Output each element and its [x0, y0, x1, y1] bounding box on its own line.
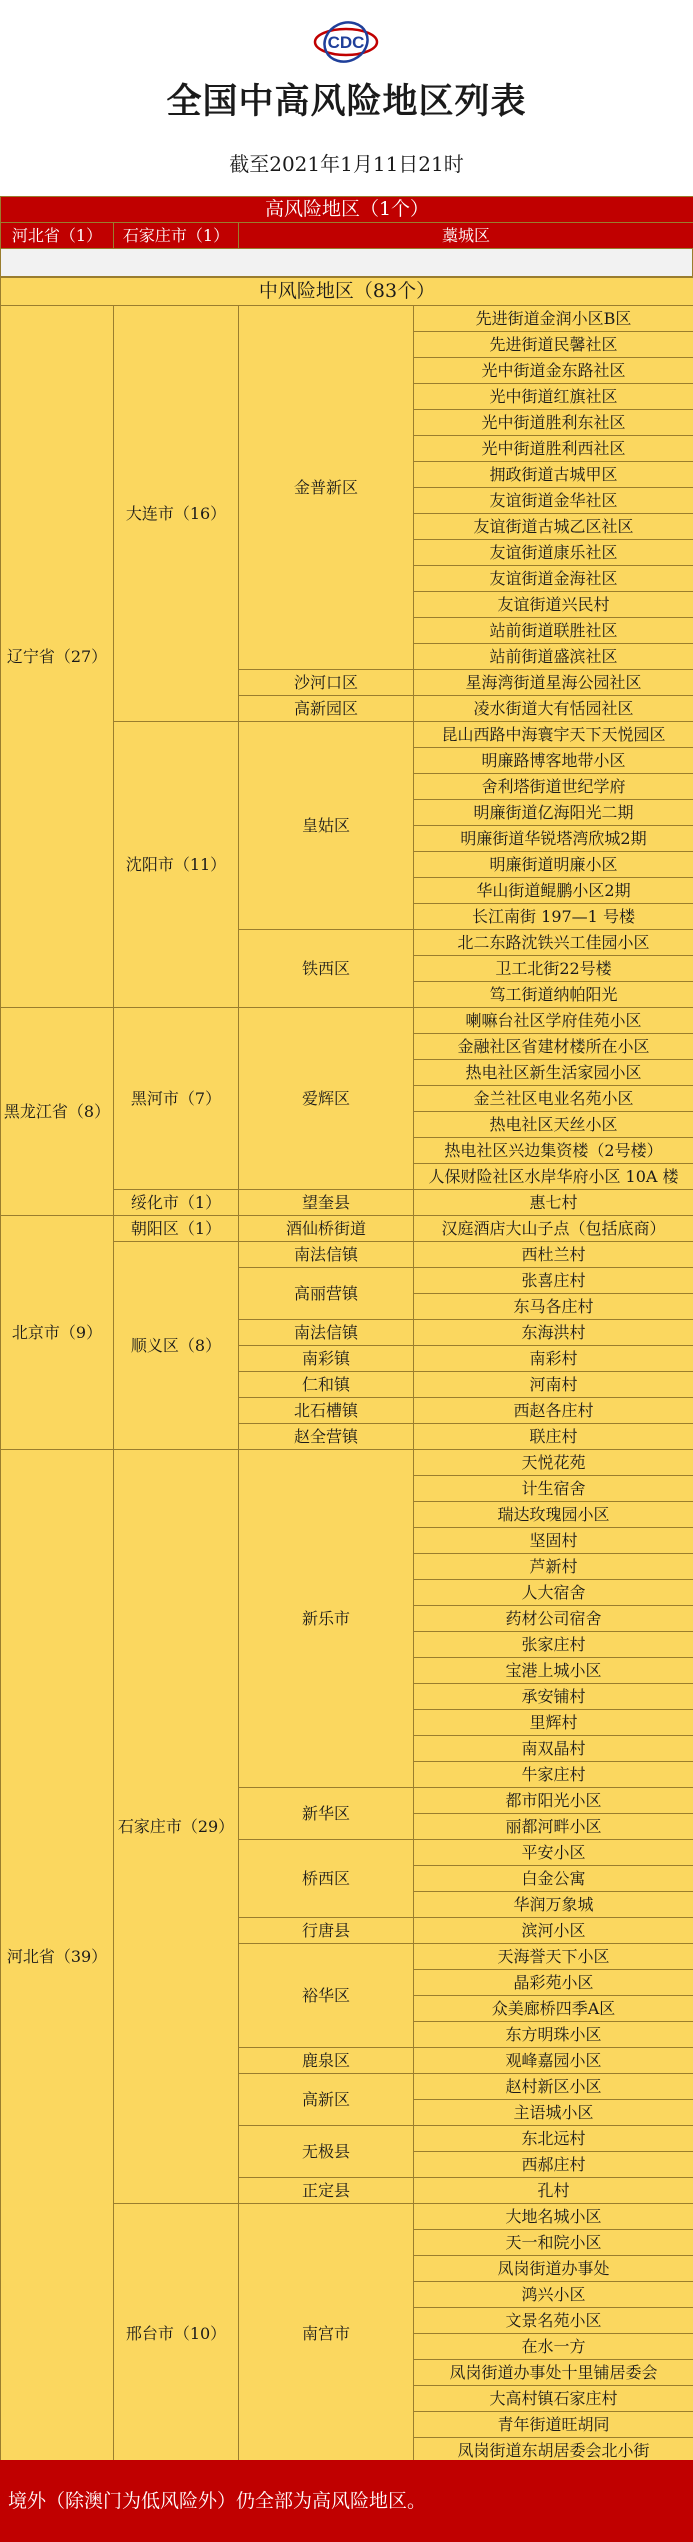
province-cell: 北京市（9）	[1, 1216, 114, 1450]
area-cell: 舍利塔街道世纪学府	[414, 774, 693, 800]
area-cell: 坚固村	[414, 1528, 693, 1554]
city-cell: 沈阳市（11）	[114, 722, 239, 1008]
area-cell: 河南村	[414, 1372, 693, 1398]
district-cell: 高新园区	[239, 696, 414, 722]
district-cell: 南法信镇	[239, 1320, 414, 1346]
table-row	[1, 1450, 693, 1476]
medium-risk-heading: 中风险地区（83个）	[1, 278, 693, 306]
area-cell: 光中街道红旗社区	[414, 384, 693, 410]
area-cell: 计生宿舍	[414, 1476, 693, 1502]
district-cell: 爱辉区	[239, 1008, 414, 1190]
area-cell: 先进街道金润小区B区	[414, 306, 693, 332]
area-cell: 笃工街道纳帕阳光	[414, 982, 693, 1008]
area-cell: 凤岗街道东胡居委会北小街	[414, 2438, 693, 2464]
area-cell: 明廉街道明廉小区	[414, 852, 693, 878]
area-cell: 金兰社区电业名苑小区	[414, 1086, 693, 1112]
area-cell: 友谊街道金海社区	[414, 566, 693, 592]
area-cell: 天悦花苑	[414, 1450, 693, 1476]
area-cell: 友谊街道金华社区	[414, 488, 693, 514]
district-cell: 赵全营镇	[239, 1424, 414, 1450]
area-cell: 西郝庄村	[414, 2152, 693, 2178]
area-cell: 药材公司宿舍	[414, 1606, 693, 1632]
area-cell: 孔村	[414, 2178, 693, 2204]
district-cell: 正定县	[239, 2178, 414, 2204]
area-cell: 热电社区天丝小区	[414, 1112, 693, 1138]
area-cell: 牛家庄村	[414, 1762, 693, 1788]
medium-risk-table	[0, 277, 693, 2464]
province-cell: 辽宁省（27）	[1, 306, 114, 1008]
area-cell: 明廉街道亿海阳光二期	[414, 800, 693, 826]
area-cell: 众美廊桥四季A区	[414, 1996, 693, 2022]
province-cell: 黑龙江省（8）	[1, 1008, 114, 1216]
area-cell: 大高村镇石家庄村	[414, 2386, 693, 2412]
area-cell: 赵村新区小区	[414, 2074, 693, 2100]
area-cell: 承安铺村	[414, 1684, 693, 1710]
area-cell: 芦新村	[414, 1554, 693, 1580]
area-cell: 北二东路沈铁兴工佳园小区	[414, 930, 693, 956]
city-cell: 朝阳区（1）	[114, 1216, 239, 1242]
area-cell: 西赵各庄村	[414, 1398, 693, 1424]
area-cell: 丽都河畔小区	[414, 1814, 693, 1840]
area-cell: 张家庄村	[414, 1632, 693, 1658]
district-cell: 铁西区	[239, 930, 414, 1008]
area-cell: 观峰嘉园小区	[414, 2048, 693, 2074]
city-cell: 绥化市（1）	[114, 1190, 239, 1216]
district-cell: 新乐市	[239, 1450, 414, 1788]
high-district: 藁城区	[239, 223, 693, 249]
province-cell: 河北省（39）	[1, 1450, 114, 2464]
area-cell: 长江南街 197—1 号楼	[414, 904, 693, 930]
area-cell: 里辉村	[414, 1710, 693, 1736]
high-risk-heading: 高风险地区（1个）	[1, 197, 693, 223]
area-cell: 金融社区省建材楼所在小区	[414, 1034, 693, 1060]
district-cell: 高丽营镇	[239, 1268, 414, 1320]
area-cell: 青年街道旺胡同	[414, 2412, 693, 2438]
area-cell: 人大宿舍	[414, 1580, 693, 1606]
area-cell: 惠七村	[414, 1190, 693, 1216]
footer-notice: 境外（除澳门为低风险外）仍全部为高风险地区。	[0, 2460, 693, 2542]
area-cell: 平安小区	[414, 1840, 693, 1866]
district-cell: 南宫市	[239, 2204, 414, 2464]
district-cell: 新华区	[239, 1788, 414, 1840]
area-cell: 人保财险社区水岸华府小区 10A 楼	[414, 1164, 693, 1190]
area-cell: 天海誉天下小区	[414, 1944, 693, 1970]
district-cell: 仁和镇	[239, 1372, 414, 1398]
district-cell: 南法信镇	[239, 1242, 414, 1268]
district-cell: 高新区	[239, 2074, 414, 2126]
area-cell: 汉庭酒店大山子点（包括底商）	[414, 1216, 693, 1242]
district-cell: 北石槽镇	[239, 1398, 414, 1424]
area-cell: 华山街道鲲鹏小区2期	[414, 878, 693, 904]
area-cell: 滨河小区	[414, 1918, 693, 1944]
high-risk-table	[0, 196, 693, 249]
city-cell: 邢台市（10）	[114, 2204, 239, 2464]
area-cell: 光中街道胜利东社区	[414, 410, 693, 436]
area-cell: 大地名城小区	[414, 2204, 693, 2230]
area-cell: 南彩村	[414, 1346, 693, 1372]
area-cell: 光中街道胜利西社区	[414, 436, 693, 462]
area-cell: 鸿兴小区	[414, 2282, 693, 2308]
area-cell: 友谊街道古城乙区社区	[414, 514, 693, 540]
area-cell: 张喜庄村	[414, 1268, 693, 1294]
district-cell: 鹿泉区	[239, 2048, 414, 2074]
area-cell: 宝港上城小区	[414, 1658, 693, 1684]
district-cell: 沙河口区	[239, 670, 414, 696]
area-cell: 在水一方	[414, 2334, 693, 2360]
high-city: 石家庄市（1）	[114, 223, 239, 249]
area-cell: 联庄村	[414, 1424, 693, 1450]
area-cell: 凌水街道大有恬园社区	[414, 696, 693, 722]
district-cell: 酒仙桥街道	[239, 1216, 414, 1242]
area-cell: 喇嘛台社区学府佳苑小区	[414, 1008, 693, 1034]
table-row	[1, 1008, 693, 1034]
city-cell: 石家庄市（29）	[114, 1450, 239, 2204]
header	[0, 0, 693, 196]
area-cell: 先进街道民馨社区	[414, 332, 693, 358]
city-cell: 顺义区（8）	[114, 1242, 239, 1450]
district-cell: 桥西区	[239, 1840, 414, 1918]
district-cell: 裕华区	[239, 1944, 414, 2048]
area-cell: 明廉路博客地带小区	[414, 748, 693, 774]
area-cell: 东北远村	[414, 2126, 693, 2152]
page-title: 全国中高风险地区列表	[166, 82, 527, 122]
area-cell: 西杜兰村	[414, 1242, 693, 1268]
area-cell: 白金公寓	[414, 1866, 693, 1892]
area-cell: 晶彩苑小区	[414, 1970, 693, 1996]
area-cell: 凤岗街道办事处	[414, 2256, 693, 2282]
area-cell: 凤岗街道办事处十里铺居委会	[414, 2360, 693, 2386]
area-cell: 友谊街道兴民村	[414, 592, 693, 618]
district-cell: 行唐县	[239, 1918, 414, 1944]
district-cell: 望奎县	[239, 1190, 414, 1216]
area-cell: 东方明珠小区	[414, 2022, 693, 2048]
high-province: 河北省（1）	[1, 223, 114, 249]
area-cell: 友谊街道康乐社区	[414, 540, 693, 566]
area-cell: 东海洪村	[414, 1320, 693, 1346]
area-cell: 卫工北街22号楼	[414, 956, 693, 982]
area-cell: 星海湾街道星海公园社区	[414, 670, 693, 696]
area-cell: 热电社区新生活家园小区	[414, 1060, 693, 1086]
district-cell: 皇姑区	[239, 722, 414, 930]
area-cell: 文景名苑小区	[414, 2308, 693, 2334]
cdc-logo-icon	[311, 20, 382, 64]
city-cell: 黑河市（7）	[114, 1008, 239, 1190]
area-cell: 光中街道金东路社区	[414, 358, 693, 384]
area-cell: 热电社区兴边集资楼（2号楼）	[414, 1138, 693, 1164]
area-cell: 昆山西路中海寰宇天下天悦园区	[414, 722, 693, 748]
district-cell: 无极县	[239, 2126, 414, 2178]
table-row	[1, 1216, 693, 1242]
district-cell: 金普新区	[239, 306, 414, 670]
area-cell: 站前街道盛滨社区	[414, 644, 693, 670]
area-cell: 东马各庄村	[414, 1294, 693, 1320]
area-cell: 华润万象城	[414, 1892, 693, 1918]
area-cell: 都市阳光小区	[414, 1788, 693, 1814]
area-cell: 南双晶村	[414, 1736, 693, 1762]
area-cell: 明廉街道华锐塔湾欣城2期	[414, 826, 693, 852]
table-row	[1, 306, 693, 332]
area-cell: 拥政街道古城甲区	[414, 462, 693, 488]
area-cell: 瑞达玫瑰园小区	[414, 1502, 693, 1528]
as-of-date: 截至2021年1月11日21时	[229, 152, 464, 176]
svg-text:CDC: CDC	[327, 33, 365, 52]
district-cell: 南彩镇	[239, 1346, 414, 1372]
area-cell: 主语城小区	[414, 2100, 693, 2126]
area-cell: 天一和院小区	[414, 2230, 693, 2256]
section-gap	[0, 249, 693, 277]
area-cell: 站前街道联胜社区	[414, 618, 693, 644]
city-cell: 大连市（16）	[114, 306, 239, 722]
